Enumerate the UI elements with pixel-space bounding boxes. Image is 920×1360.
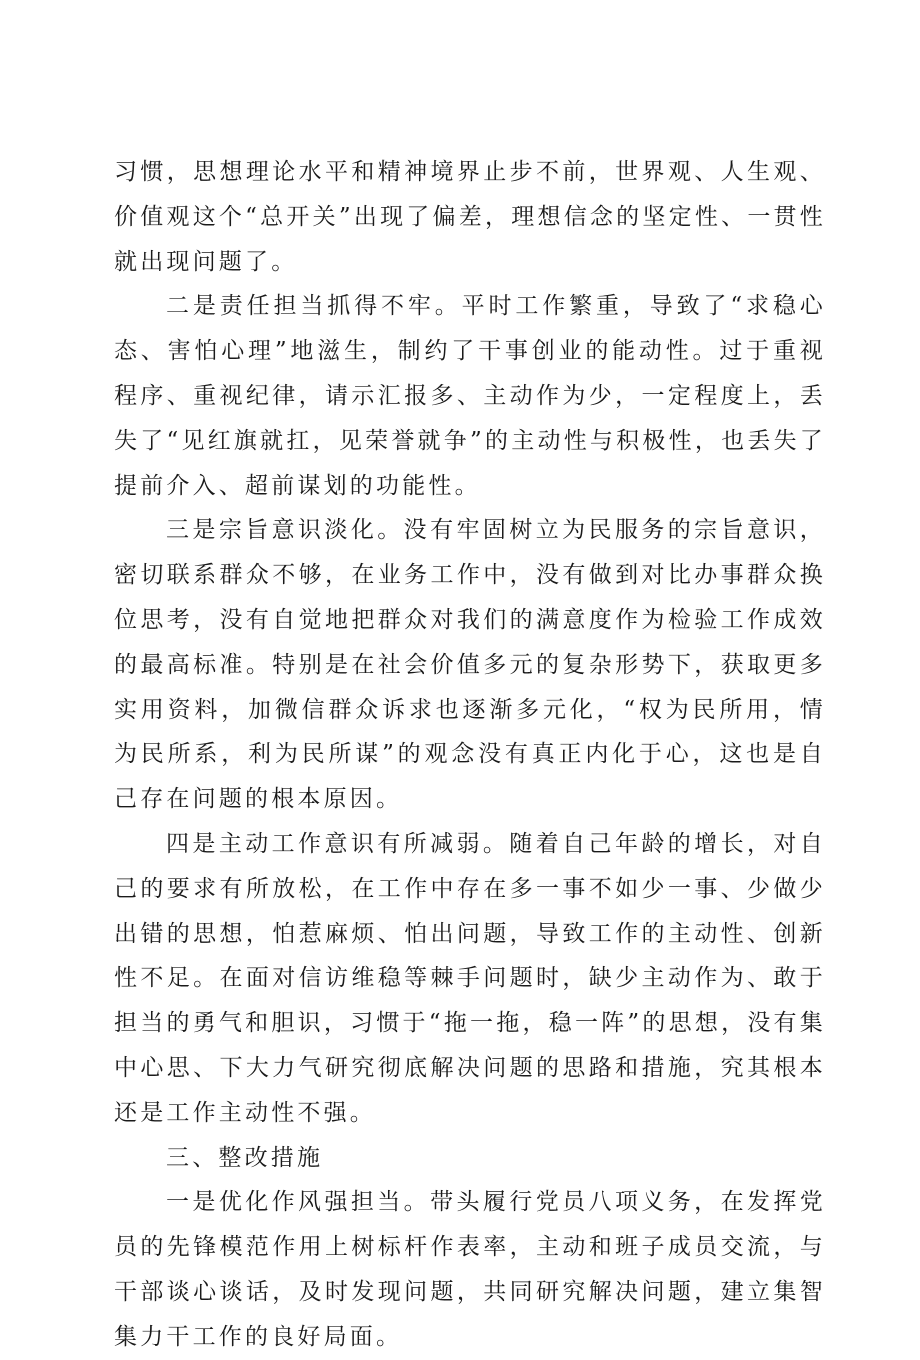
paragraph-responsibility: 二是责任担当抓得不牢。平时工作繁重，导致了“求稳心态、害怕心理”地滋生，制约了干事创业的能动性。过于重视程序、重视纪律，请示汇报多、主动作为少，一定程度上，丢失了“见红旗就扛，见荣誉就争”的主动性与积极性，也丢失了提前介入、超前谋划的功能性。: [114, 293, 826, 499]
paragraph-initiative: 四是主动工作意识有所减弱。随着自己年龄的增长，对自己的要求有所放松，在工作中存在多一事不如少一事、少做少出错的思想，怕惹麻烦、怕出问题，导致工作的主动性、创新性不足。在面对信访维稳等棘手问题时，缺少主动作为、敢于担当的勇气和胆识，习惯于“拖一拖，稳一阵”的思想，没有集中心思、下大力气研究彻底解决问题的思路和措施，究其根本还是工作主动性不强。: [114, 830, 826, 1126]
section-heading: 三、整改措施: [166, 1144, 324, 1171]
paragraph-rectification-1: 一是优化作风强担当。带头履行党员八项义务，在发挥党员的先锋模范作用上树标杆作表率，主动和班子成员交流，与干部谈心谈话，及时发现问题，共同研究解决问题，建立集智集力干工作的良好局面。: [114, 1189, 826, 1350]
document-page: [114, 150, 826, 1360]
paragraph-continuation: 习惯，思想理论水平和精神境界止步不前，世界观、人生观、价值观这个“总开关”出现了偏差，理想信念的坚定性、一贯性就出现问题了。: [114, 159, 826, 275]
paragraph-purpose-awareness: 三是宗旨意识淡化。没有牢固树立为民服务的宗旨意识，密切联系群众不够，在业务工作中，没有做到对比办事群众换位思考，没有自觉地把群众对我们的满意度作为检验工作成效的最高标准。特别是在社会价值多元的复杂形势下，获取更多实用资料，加微信群众诉求也逐渐多元化，“权为民所用，情为民所系，利为民所谋”的观念没有真正内化于心，这也是自己存在问题的根本原因。: [114, 517, 826, 813]
